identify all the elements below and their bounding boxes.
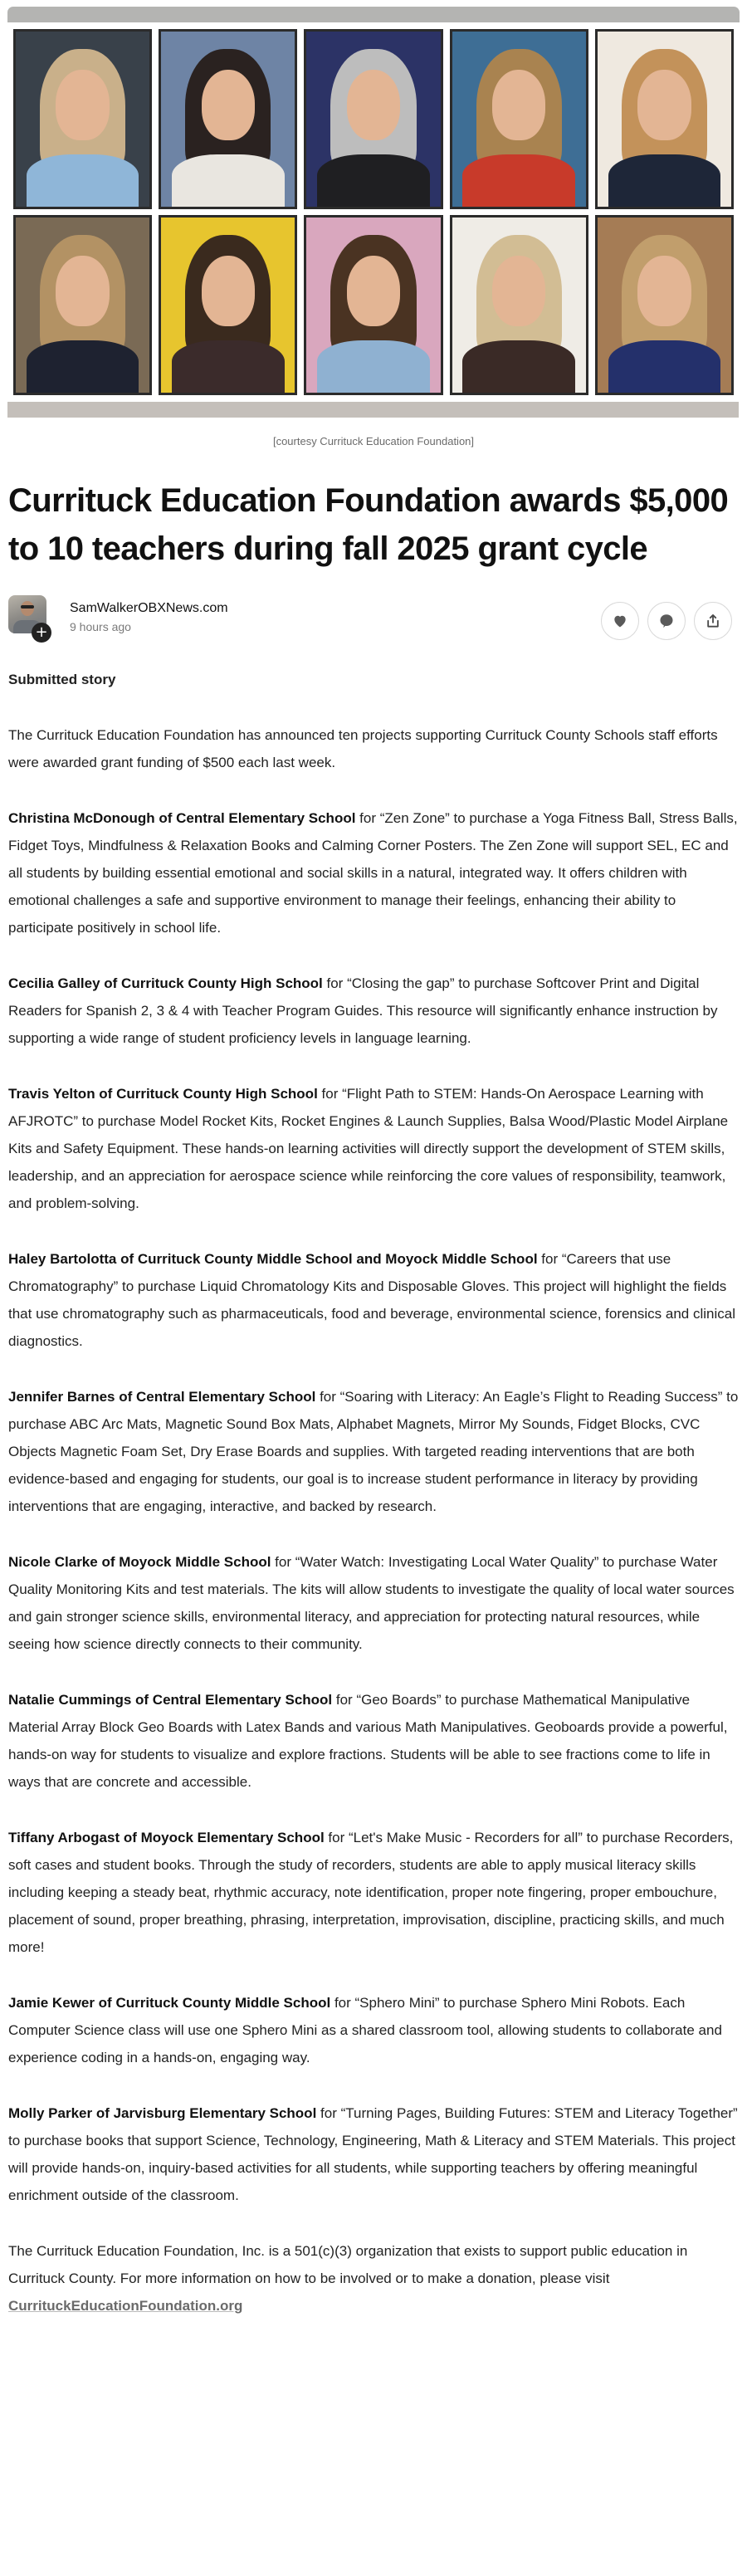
photo-torso [27,340,139,393]
like-button[interactable] [601,602,639,640]
grant-list [8,804,739,2209]
teacher-photo [304,29,442,209]
teacher-photo [450,215,588,395]
teacher-photo [159,29,297,209]
teacher-photo [13,29,152,209]
grant-paragraph [8,1824,739,1961]
hero-bottom-bar [7,402,739,418]
teacher-photo [595,215,734,395]
grant-recipient: Molly Parker of Jarvisburg Elementary School [8,2105,317,2121]
teacher-photo [304,215,442,395]
grant-description: for “Careers that use Chromatography” to purchase Liquid Chromatology Kits and Disposable Gloves. This project will highlight the fields that use chromatography such as pharmaceuticals, food and beverage, environmental science, forensics and clinical diagnostics. [8,1251,735,1349]
grant-recipient: Tiffany Arbogast of Moyock Elementary School [8,1830,325,1845]
follow-button[interactable]: + [32,623,51,643]
photo-face [202,70,255,139]
teacher-photo [595,29,734,209]
photo-face [56,70,110,139]
image-caption: [courtesy Currituck Education Foundation] [272,435,475,447]
publish-time: 9 hours ago [70,620,131,633]
grant-paragraph [8,1080,739,1217]
photo-face [492,256,545,325]
grant-paragraph [8,1548,739,1658]
author-name[interactable]: SamWalkerOBXNews.com [70,601,228,615]
grant-description: for “Geo Boards” to purchase Mathematical Manipulative Material Array Block Geo Boards with Latex Bands and various Math Manipulatives. Geoboards provide a powerful, hands-on way for students to visualize and explore fractions. Students will be able to see fractions come to life in ways that are concrete and accessible. [8,1692,728,1790]
comment-icon [657,612,676,630]
photo-torso [172,340,284,393]
photo-torso [608,340,720,393]
teacher-photo-grid [13,29,734,395]
share-button[interactable] [694,602,732,640]
grant-paragraph [8,2099,739,2209]
grant-paragraph [8,1989,739,2071]
article-container [0,477,747,2319]
article-body [8,666,739,2319]
photo-torso [317,340,429,393]
grant-description: for “Let's Make Music - Recorders for all” to purchase Recorders, soft cases and student books. Through the study of recorders, students are able to apply musical literacy skills including keeping a steady beat, rhythmic accuracy, note identification, proper note fingering, proper embouchure, placement of sound, proper breathing, phrasing, interpretation, improvisation, discipline, practicing skills, and much more! [8,1830,734,1955]
photo-face [347,256,400,325]
submitted-label: Submitted story [8,672,116,687]
photo-torso [172,154,284,207]
photo-torso [27,154,139,207]
grant-recipient: Christina McDonough of Central Elementary School [8,810,356,826]
hero-image [0,0,747,423]
grant-description: for “Sphero Mini” to purchase Sphero Mini Robots. Each Computer Science class will use one Sphero Mini as a shared classroom tool, allowing students to collaborate and experience coding in a hands-on, engaging way. [8,1995,722,2065]
grant-recipient: Nicole Clarke of Moyock Middle School [8,1554,271,1570]
closing-text: The Currituck Education Foundation, Inc. is a 501(c)(3) organization that exists to support public education in Currituck County. For more information on how to be involved or to make a donation, please visit [8,2243,688,2286]
grant-description: for “Turning Pages, Building Futures: STEM and Literacy Together” to purchase books that support Science, Technology, Engineering, Math & Literacy and STEM Materials. This project will provide hands-on, inquiry-based activities for all students, while supporting teachers by offering meaningful enrichment outside of the classroom. [8,2105,738,2203]
heart-icon [612,613,628,629]
grant-recipient: Travis Yelton of Currituck County High School [8,1086,318,1102]
photo-face [202,256,255,325]
photo-torso [608,154,720,207]
grant-description: for “Soaring with Literacy: An Eagle’s Flight to Reading Success” to purchase ABC Arc Mats, Magnetic Sound Box Mats, Alphabet Magnets, Mirror My Sounds, Fidget Blocks, CVC Objects Magnetic Foam Set, Dry Erase Boards and supplies. With targeted reading interventions that are both evidence-based and engaging for students, our goal is to increase student performance in literacy by providing interventions that are engaging, interactive, and backed by research. [8,1389,739,1514]
article-title: Currituck Education Foundation awards $5,000 to 10 teachers during fall 2025 grant cycle [8,482,729,567]
grant-recipient: Jennifer Barnes of Central Elementary School [8,1389,316,1405]
grant-recipient: Haley Bartolotta of Currituck County Middle School and Moyock Middle School [8,1251,538,1267]
byline [8,591,739,641]
foundation-link[interactable]: CurrituckEducationFoundation.org [8,2298,243,2314]
photo-torso [462,154,574,207]
photo-face [492,70,545,139]
grant-paragraph [8,804,739,941]
grant-description: for “Water Watch: Investigating Local Water Quality” to purchase Water Quality Monitoring Kits and test materials. The kits will allow students to investigate the quality of local water sources and gain stronger science skills, environmental literacy, and appreciation for protecting natural resources, while seeing how science directly connects to their community. [8,1554,735,1652]
photo-torso [462,340,574,393]
comment-button[interactable] [647,602,686,640]
grant-recipient: Natalie Cummings of Central Elementary School [8,1692,333,1708]
hero-top-bar [7,7,740,22]
grant-paragraph [8,1686,739,1796]
teacher-photo [159,215,297,395]
grant-paragraph [8,970,739,1052]
grant-recipient: Jamie Kewer of Currituck County Middle School [8,1995,331,2011]
grant-description: for “Closing the gap” to purchase Softcover Print and Digital Readers for Spanish 2, 3 & 4 with Teacher Program Guides. This resource will significantly enhance instruction by supporting a wide range of student proficiency levels in language learning. [8,975,718,1046]
grant-description: for “Flight Path to STEM: Hands-On Aerospace Learning with AFJROTC” to purchase Model Rocket Kits, Rocket Engines & Launch Supplies, Balsa Wood/Plastic Model Airplane Kits and Safety Equipment. These hands-on learning activities will directly support the development of STEM skills, leadership, and an appreciation for aerospace science while reinforcing the core values of responsibility, teamwork, and problem-solving. [8,1086,729,1211]
article-actions [601,602,732,640]
photo-face [56,256,110,325]
photo-torso [317,154,429,207]
grant-description: for “Zen Zone” to purchase a Yoga Fitness Ball, Stress Balls, Fidget Toys, Mindfulness & Relaxation Books and Calming Corner Posters. The Zen Zone will support SEL, EC and all students by building essential emotional and social skills in a natural, integrated way. It offers children with emotional challenges a safe and supportive environment to manage their feelings, enhancing their ability to participate positively in school life. [8,810,738,936]
closing-paragraph [8,2237,739,2319]
teacher-photo [13,215,152,395]
intro-paragraph: The Currituck Education Foundation has announced ten projects supporting Currituck County Schools staff efforts were awarded grant funding of $500 each last week. [8,727,718,770]
photo-face [637,256,691,325]
photo-face [637,70,691,139]
grant-paragraph [8,1383,739,1520]
grant-paragraph [8,1245,739,1355]
grant-recipient: Cecilia Galley of Currituck County High School [8,975,323,991]
teacher-photo [450,29,588,209]
share-icon [705,613,721,629]
photo-face [347,70,400,139]
